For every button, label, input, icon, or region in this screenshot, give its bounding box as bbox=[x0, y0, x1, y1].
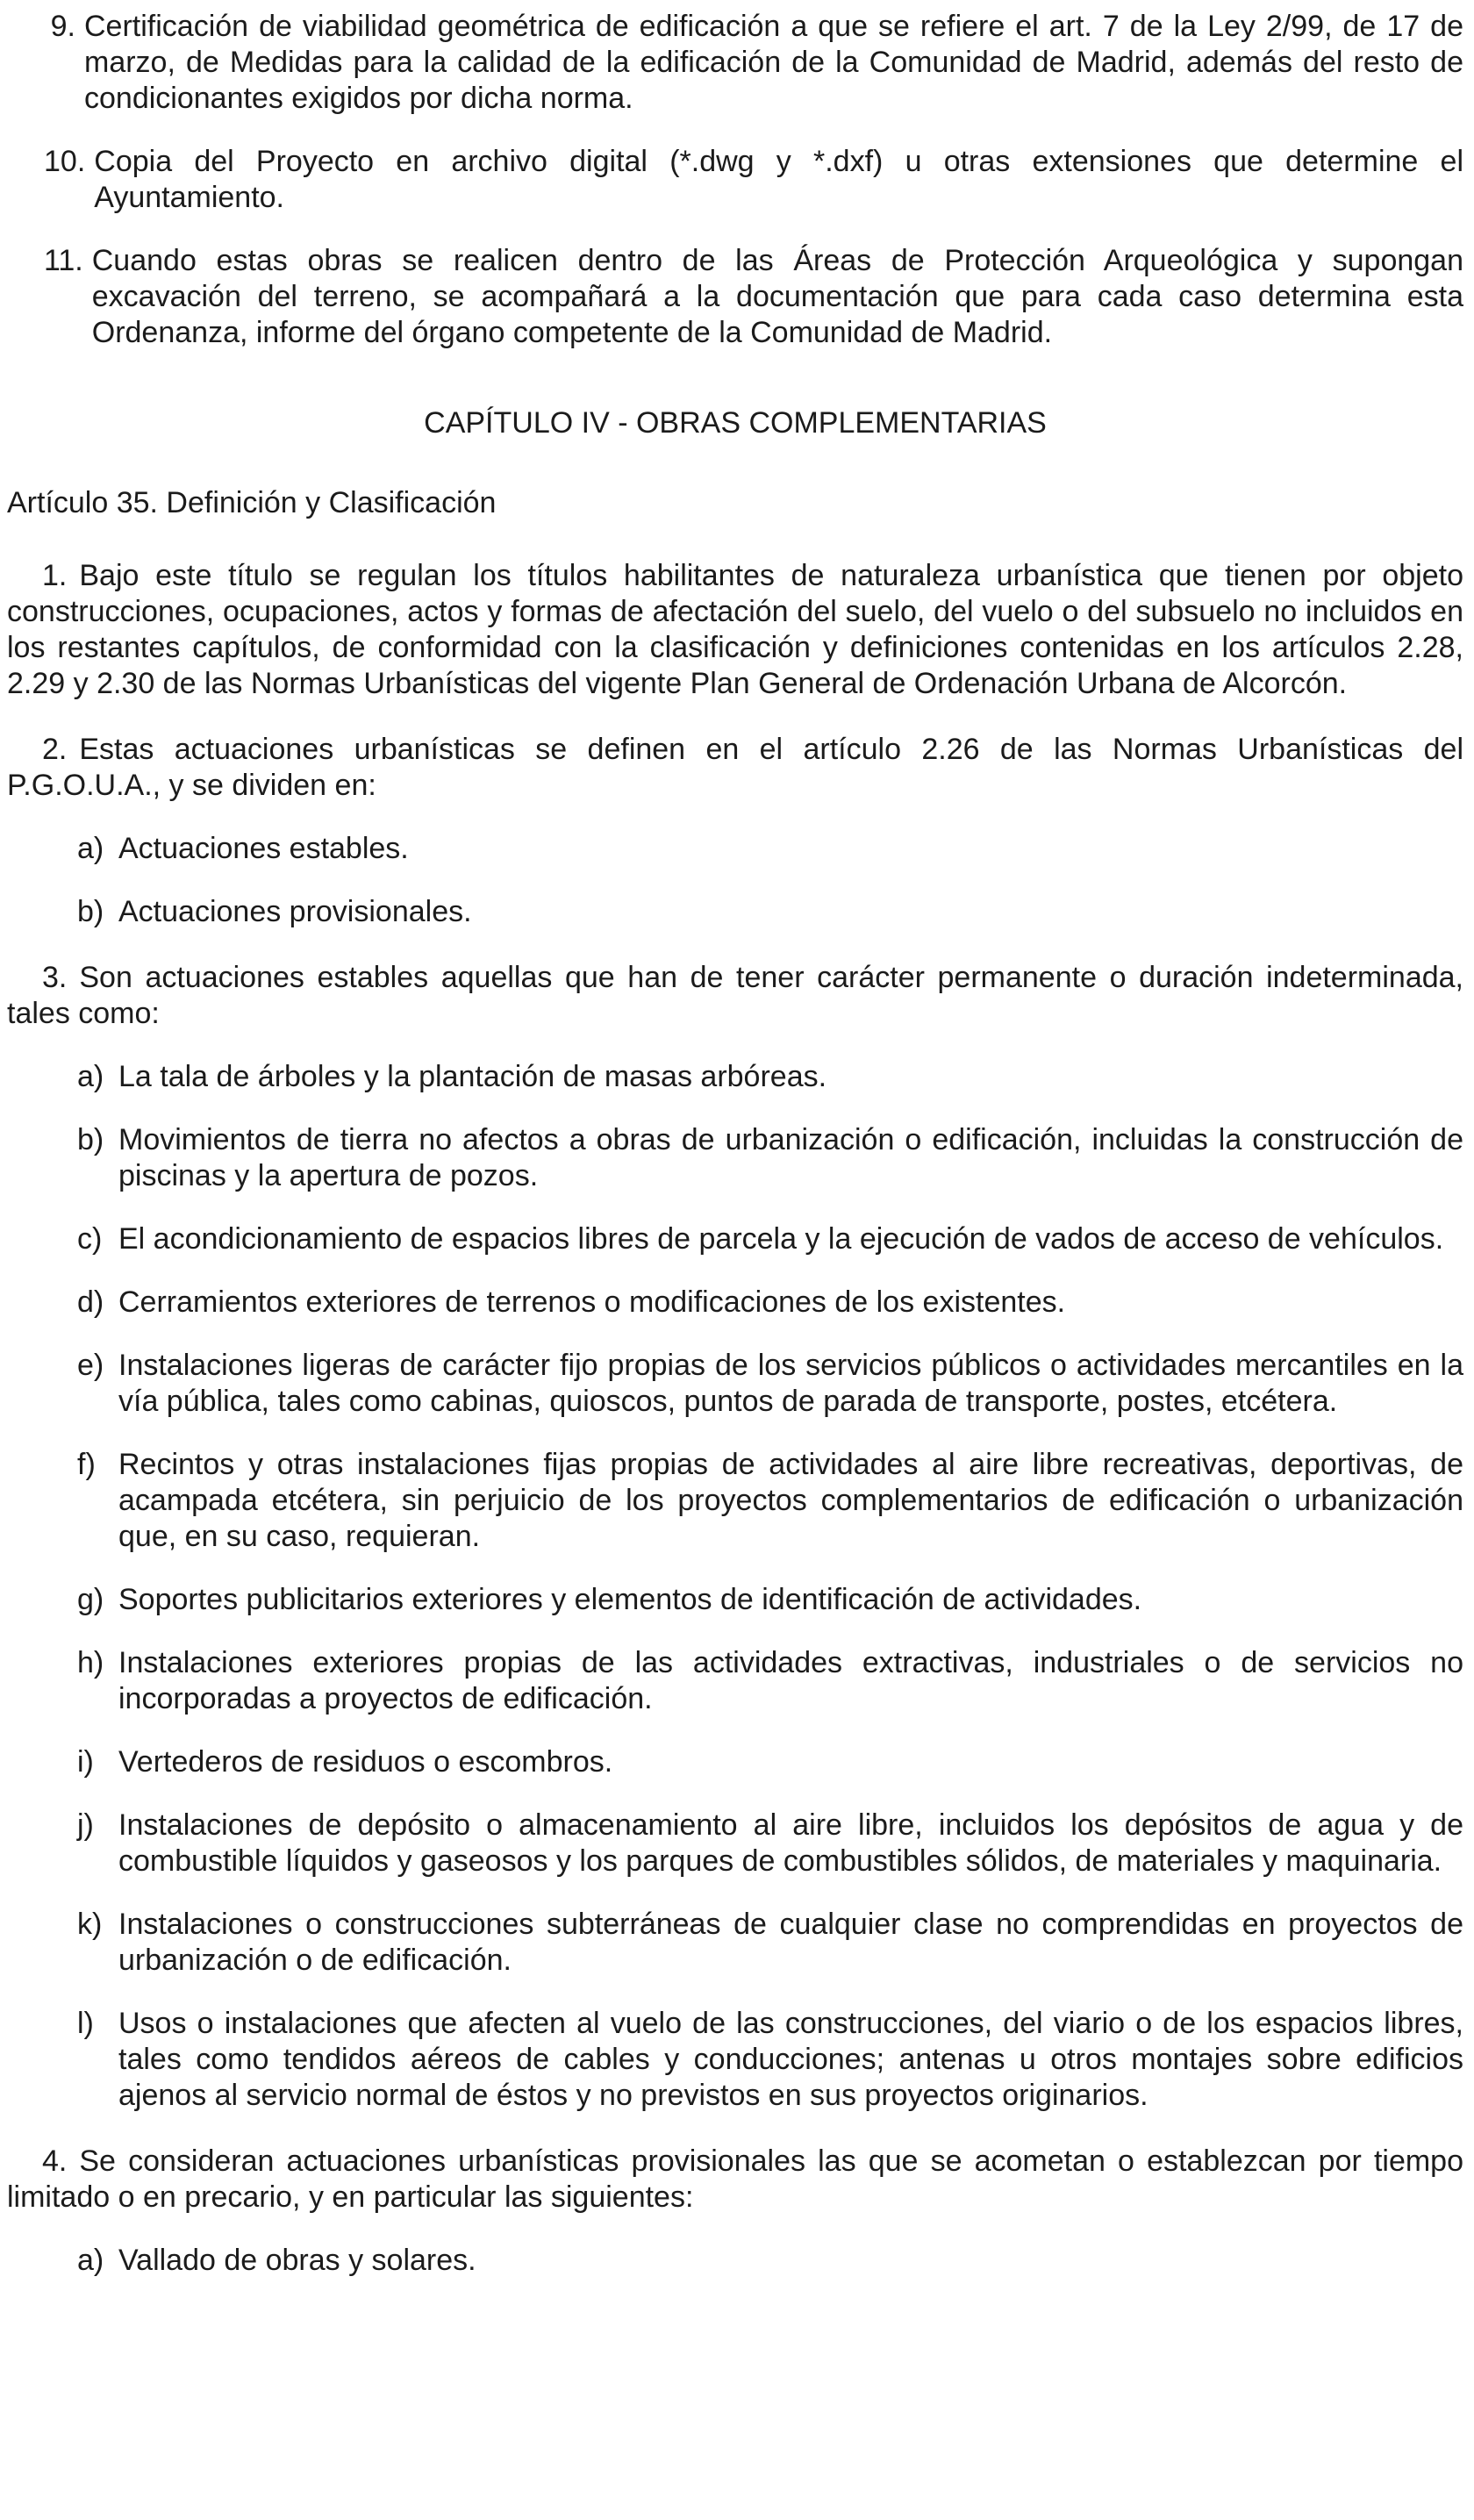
numbered-item-9 bbox=[44, 9, 1463, 117]
item-text: Copia del Proyecto en archivo digital (*.dwg y *.dxf) u otras extensiones que determine el Ayuntamiento. bbox=[94, 145, 1463, 214]
item-number: 10. bbox=[44, 145, 86, 178]
item-text: Instalaciones exteriores propias de las actividades extractivas, industriales o de servicios no incorporadas a proyectos de edificación. bbox=[118, 1646, 1463, 1715]
item-letter: a) bbox=[77, 2244, 104, 2277]
lettered-item-estables-g bbox=[77, 1582, 1463, 1618]
article-title: Artículo 35. Definición y Clasificación bbox=[7, 486, 497, 519]
lettered-item-estables-a bbox=[77, 1059, 1463, 1095]
lettered-item-estables-f bbox=[77, 1447, 1463, 1555]
item-text: Actuaciones estables. bbox=[118, 832, 409, 865]
numbered-item-10 bbox=[44, 144, 1463, 216]
item-letter: f) bbox=[77, 1448, 96, 1481]
item-letter: b) bbox=[77, 1123, 104, 1156]
paragraph-text: Bajo este título se regulan los títulos habilitantes de naturaleza urbanística que tienen por objeto construcciones, ocupaciones, actos y formas de afectación del suelo, del vuelo o del subsuelo no incluidos en los restantes capítulos, de conformidad con la clasificación y definiciones contenidas en los artículos 2.28, 2.29 y 2.30 de las Normas Urbanísticas del vigente Plan General de Ordenación Urbana de Alcorcón. bbox=[7, 559, 1463, 700]
item-number: 9. bbox=[50, 10, 75, 43]
lettered-item-estables-e bbox=[77, 1348, 1463, 1420]
item-text: La tala de árboles y la plantación de masas arbóreas. bbox=[118, 1060, 827, 1093]
lettered-item-types-b bbox=[77, 894, 1463, 930]
item-text: Actuaciones provisionales. bbox=[118, 895, 472, 928]
paragraph-3 bbox=[7, 960, 1463, 1032]
item-text: Certificación de viabilidad geométrica de edificación a que se refiere el art. 7 de la Ley 2/99, de 17 de marzo, de Medidas para la calidad de la edificación de la Comunidad de Madrid, además del resto de condicionantes exigidos por dicha norma. bbox=[84, 10, 1463, 115]
item-letter: h) bbox=[77, 1646, 104, 1679]
lettered-item-estables-b bbox=[77, 1122, 1463, 1194]
paragraph-4 bbox=[7, 2144, 1463, 2216]
item-text: Usos o instalaciones que afecten al vuelo de las construcciones, del viario o de los espacios libres, tales como tendidos aéreos de cables y conducciones; antenas u otros montajes sobre edificios ajenos al servicio normal de éstos y no previstos en sus proyectos originarios. bbox=[118, 2007, 1463, 2112]
item-text: Instalaciones ligeras de carácter fijo propias de los servicios públicos o actividades mercantiles en la vía pública, tales como cabinas, quioscos, puntos de parada de transporte, postes, etcétera. bbox=[118, 1349, 1463, 1418]
paragraph-text: Son actuaciones estables aquellas que han de tener carácter permanente o duración indeterminada, tales como: bbox=[7, 961, 1463, 1030]
chapter-heading: CAPÍTULO IV - OBRAS COMPLEMENTARIAS bbox=[424, 406, 1047, 440]
item-text: Cerramientos exteriores de terrenos o modificaciones de los existentes. bbox=[118, 1285, 1066, 1319]
paragraph-number: 4. bbox=[42, 2144, 68, 2178]
item-letter: a) bbox=[77, 1060, 104, 1093]
paragraph-number: 2. bbox=[42, 733, 68, 766]
item-letter: g) bbox=[77, 1583, 104, 1616]
paragraph-text: Estas actuaciones urbanísticas se definen en el artículo 2.26 de las Normas Urbanísticas del P.G.O.U.A., y se dividen en: bbox=[7, 733, 1463, 802]
lettered-item-estables-d bbox=[77, 1285, 1463, 1321]
item-letter: l) bbox=[77, 2007, 94, 2040]
item-text: Vallado de obras y solares. bbox=[118, 2244, 476, 2277]
paragraph-text: Se consideran actuaciones urbanísticas provisionales las que se acometan o establezcan por tiempo limitado o en precario, y en particular las siguientes: bbox=[7, 2144, 1463, 2214]
item-letter: b) bbox=[77, 895, 104, 928]
paragraph-1 bbox=[7, 558, 1463, 702]
paragraph-number: 3. bbox=[42, 961, 68, 994]
lettered-item-estables-i bbox=[77, 1744, 1463, 1780]
item-text: El acondicionamiento de espacios libres de parcela y la ejecución de vados de acceso de vehículos. bbox=[118, 1222, 1444, 1256]
item-text: Movimientos de tierra no afectos a obras de urbanización o edificación, incluidas la construcción de piscinas y la apertura de pozos. bbox=[118, 1123, 1463, 1192]
paragraph-2 bbox=[7, 732, 1463, 804]
item-letter: a) bbox=[77, 832, 104, 865]
numbered-item-11 bbox=[44, 243, 1463, 351]
item-letter: d) bbox=[77, 1285, 104, 1319]
lettered-item-estables-j bbox=[77, 1808, 1463, 1879]
lettered-item-types-a bbox=[77, 831, 1463, 867]
item-text: Instalaciones de depósito o almacenamiento al aire libre, incluidos los depósitos de agua y de combustible líquidos y gaseosos y los parques de combustibles sólidos, de materiales y maquinaria. bbox=[118, 1808, 1463, 1878]
lettered-item-estables-c bbox=[77, 1221, 1463, 1257]
item-text: Cuando estas obras se realicen dentro de las Áreas de Protección Arqueológica y supongan excavación del terreno, se acompañará a la documentación que para cada caso determina esta Ordenanza, informe del órgano competente de la Comunidad de Madrid. bbox=[91, 244, 1463, 349]
item-text: Recintos y otras instalaciones fijas propias de actividades al aire libre recreativas, deportivas, de acampada etcétera, sin perjuicio de los proyectos complementarios de edificación o urbanización que, en su caso, requieran. bbox=[118, 1448, 1463, 1553]
lettered-item-provisionales-a bbox=[77, 2243, 1463, 2279]
item-text: Instalaciones o construcciones subterráneas de cualquier clase no comprendidas en proyectos de urbanización o de edificación. bbox=[118, 1908, 1463, 1977]
paragraph-number: 1. bbox=[42, 559, 68, 592]
lettered-item-estables-l bbox=[77, 2006, 1463, 2114]
item-text: Soportes publicitarios exteriores y elementos de identificación de actividades. bbox=[118, 1583, 1142, 1616]
item-letter: e) bbox=[77, 1349, 104, 1382]
lettered-item-estables-k bbox=[77, 1907, 1463, 1979]
item-letter: c) bbox=[77, 1222, 103, 1256]
item-letter: j) bbox=[77, 1808, 94, 1842]
item-number: 11. bbox=[44, 244, 83, 277]
item-letter: k) bbox=[77, 1908, 103, 1941]
item-text: Vertederos de residuos o escombros. bbox=[118, 1745, 613, 1779]
item-letter: i) bbox=[77, 1745, 94, 1779]
lettered-item-estables-h bbox=[77, 1645, 1463, 1717]
